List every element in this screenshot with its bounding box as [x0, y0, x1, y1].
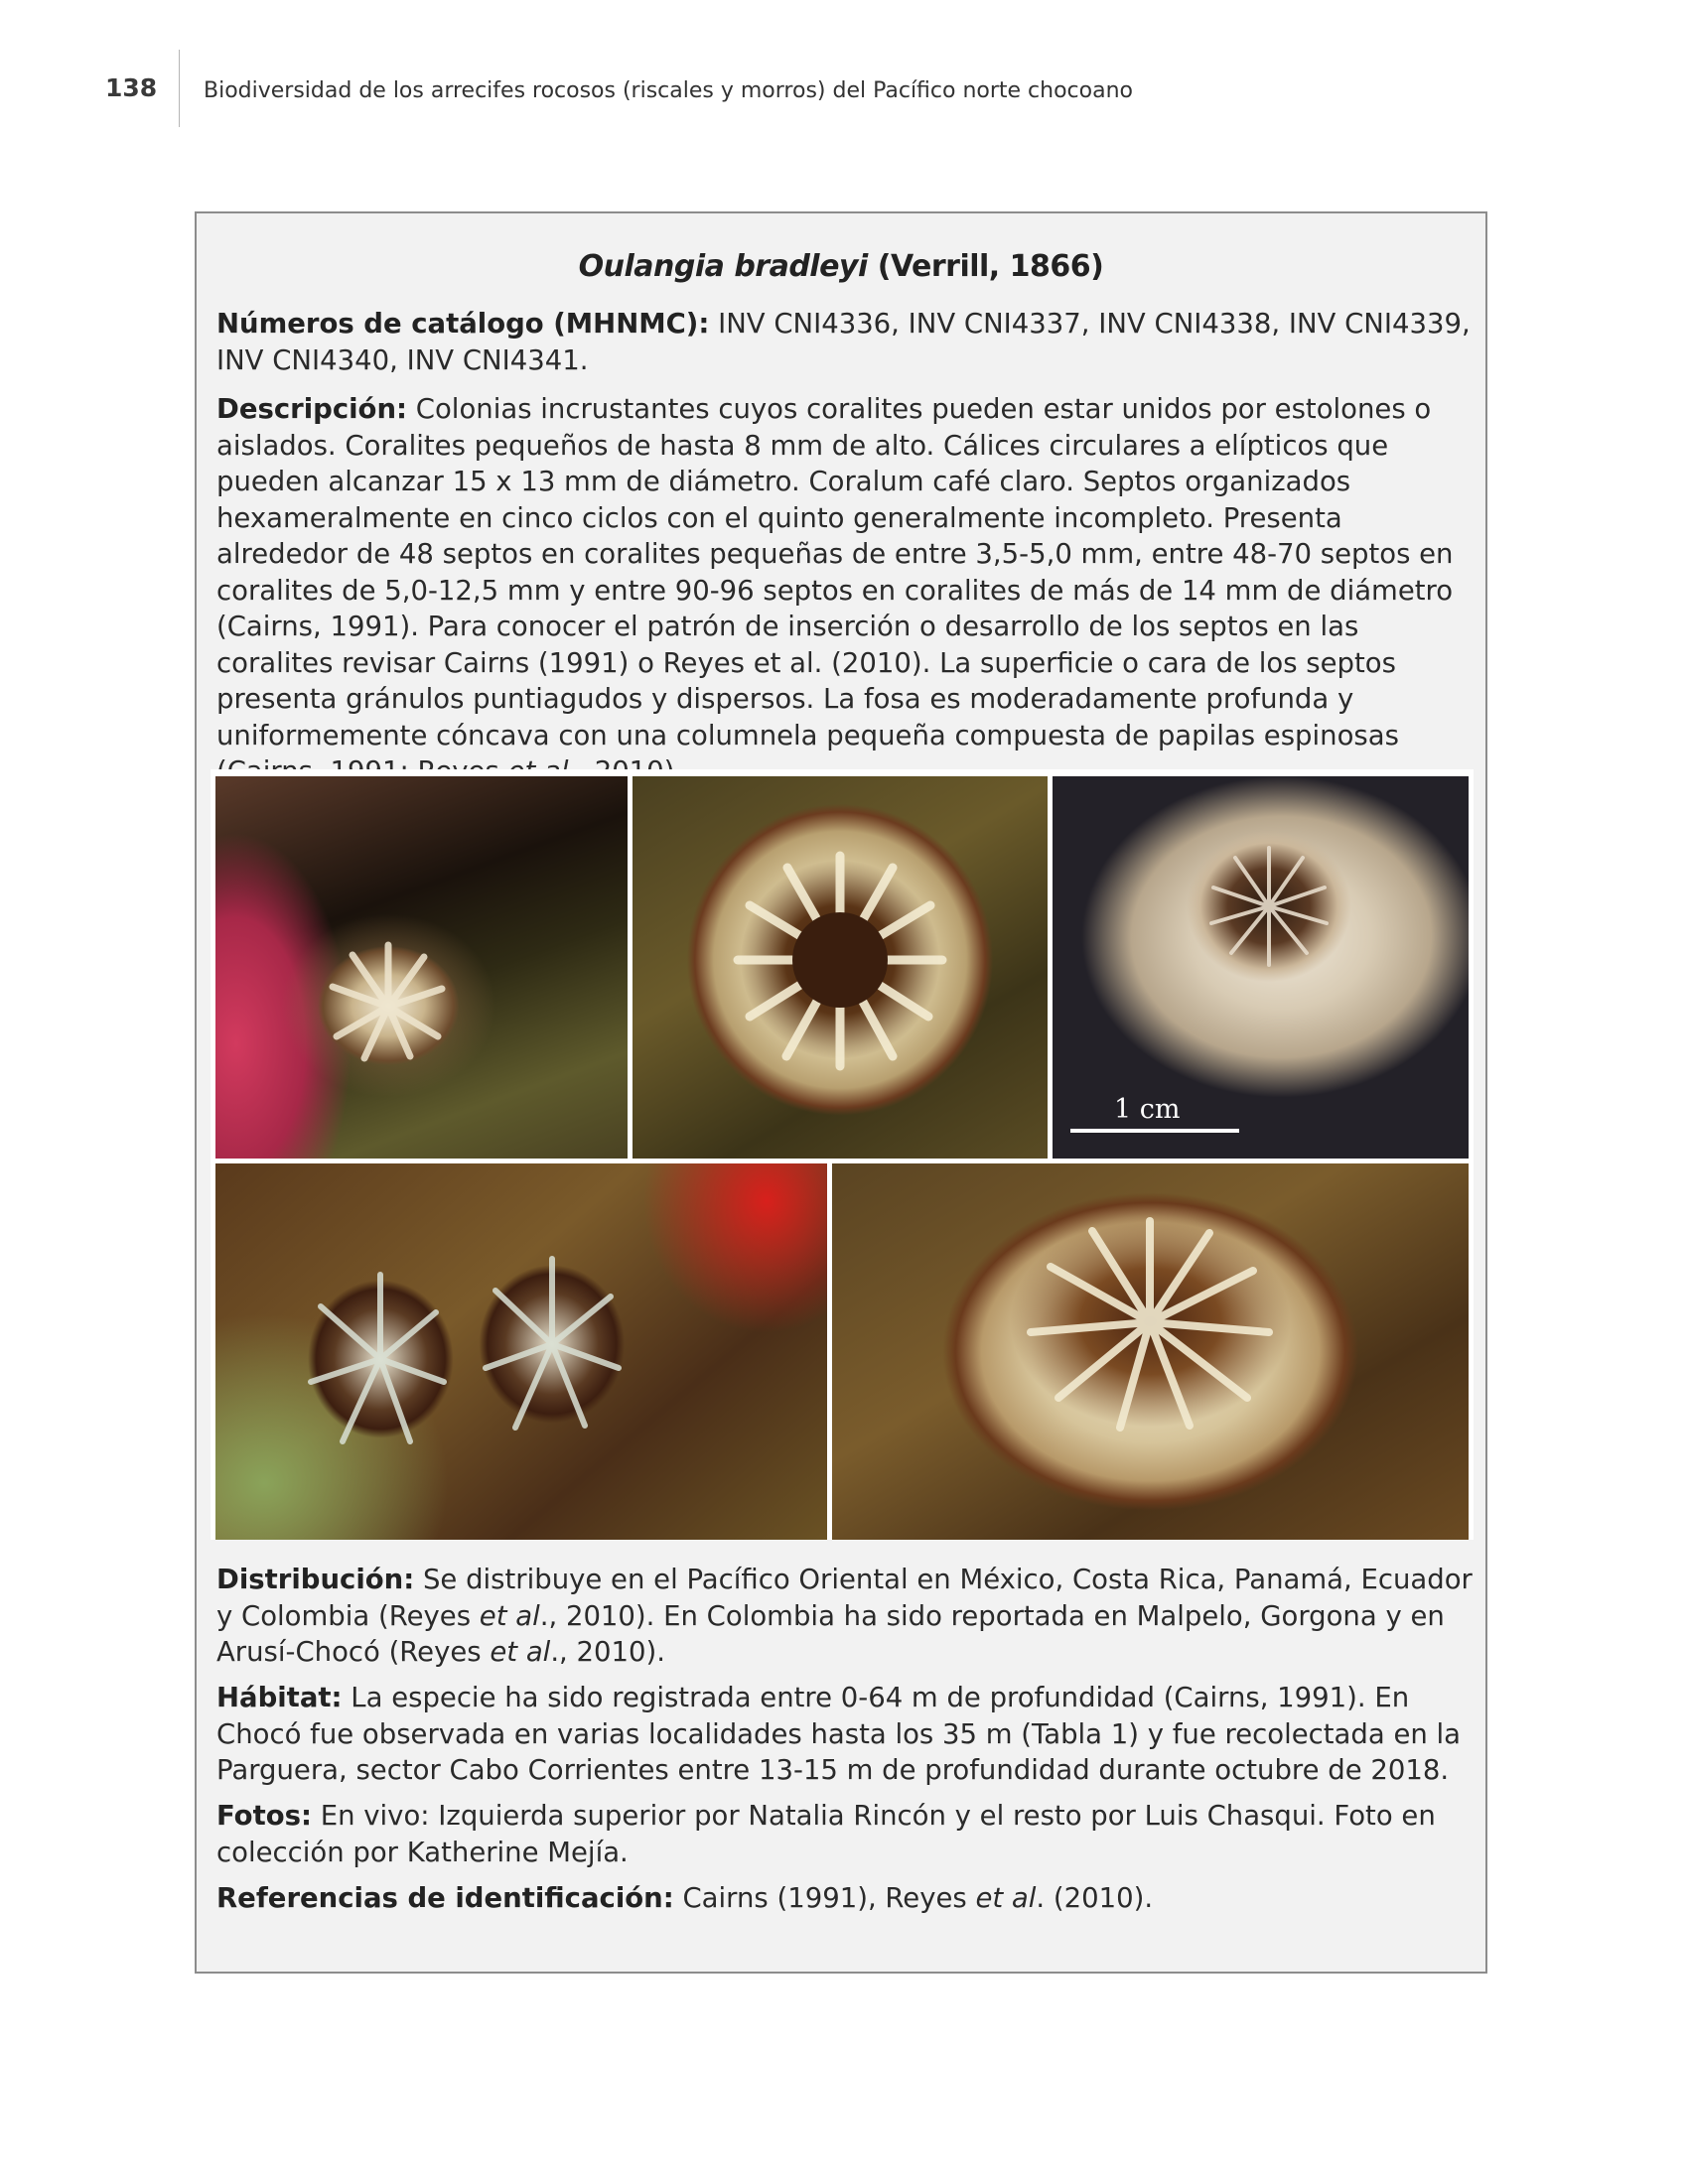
- coral-photo-collection: [1053, 776, 1469, 1159]
- septa-pattern-icon: [633, 776, 1048, 1159]
- catalog-label: Números de catálogo (MHNMC):: [216, 308, 710, 340]
- septa-pattern-icon: [832, 1163, 1469, 1540]
- header-divider: [179, 50, 180, 127]
- description: [216, 391, 1473, 790]
- identification-references: [216, 1880, 1473, 1917]
- references-text-2: . (2010).: [1036, 1882, 1154, 1914]
- photo-panel: [211, 769, 1474, 1540]
- distribution-etal-1: et al: [479, 1599, 540, 1632]
- distribution: [216, 1562, 1473, 1671]
- scale-bar: [1070, 1129, 1239, 1133]
- references-label: Referencias de identificación:: [216, 1882, 674, 1914]
- running-title: Biodiversidad de los arrecifes rocosos (riscales y morros) del Pacífico norte chocoano: [204, 78, 1133, 103]
- scale-bar-label: 1 cm: [1114, 1094, 1181, 1125]
- photos-text: En vivo: Izquierda superior por Natalia Rincón y el resto por Luis Chasqui. Foto en colección por Katherine Mejía.: [216, 1800, 1436, 1868]
- distribution-text-2: ., 2010). En Colombia ha sido reportada en Malpelo, Gorgona y en Arusí-Chocó (Reyes: [216, 1599, 1445, 1668]
- distribution-text-1: Se distribuye en el Pacífico Oriental en México, Costa Rica, Panamá, Ecuador y Colombia (Reyes: [216, 1564, 1473, 1632]
- photos-label: Fotos:: [216, 1800, 312, 1832]
- coral-photo-live-top-left: [215, 776, 628, 1159]
- page-number: 138: [105, 73, 158, 102]
- habitat-label: Hábitat:: [216, 1682, 343, 1713]
- species-authority: (Verrill, 1866): [877, 249, 1104, 284]
- septa-pattern-icon: [215, 1163, 827, 1540]
- references-etal: et al: [975, 1882, 1037, 1914]
- catalog-text: INV CNI4336, INV CNI4337, INV CNI4338, INV CNI4339, INV CNI4340, INV CNI4341.: [216, 308, 1471, 376]
- catalog-numbers: [216, 306, 1473, 378]
- photo-credits: [216, 1798, 1473, 1870]
- coral-photo-live-bottom-left: [215, 1163, 827, 1540]
- description-label: Descripción:: [216, 393, 408, 425]
- habitat: [216, 1680, 1473, 1789]
- coral-photo-live-top-center: [633, 776, 1048, 1159]
- septa-pattern-icon: [215, 776, 628, 1159]
- habitat-text: La especie ha sido registrada entre 0-64 m de profundidad (Cairns, 1991). En Chocó fue observada en varias localidades hasta los 35 m (Tabla 1) y fue recolectada en la Parguera, sector Cabo Corrientes entre 13-15 m de profundidad durante octubre de 2018.: [216, 1682, 1462, 1786]
- coral-photo-live-bottom-right: [832, 1163, 1469, 1540]
- species-binomial: Oulangia bradleyi: [578, 249, 868, 284]
- distribution-text-3: ., 2010).: [550, 1636, 665, 1668]
- distribution-etal-2: et al: [490, 1636, 551, 1668]
- description-text: Colonias incrustantes cuyos coralites pueden estar unidos por estolones o aislados. Coralites pequeños de hasta 8 mm de alto. Cálices circulares a elípticos que pueden alcanzar 15 x 13 mm de diámetro. Coralum café claro. Septos organizados hexameralmente en cinco ciclos con el quinto generalmente incompleto. Presenta alrededor de 48 septos en coralites pequeñas de entre 3,5-5,0 mm, entre 48-70 septos en coralites de 5,0-12,5 mm y entre 90-96 septos en coralites de más de 14 mm de diámetro (Cairns, 1991). Para conocer el patrón de inserción o desarrollo de los septos en las coralites revisar Cairns (1991) o Reyes et al. (2010). La superficie o cara de los septos presenta gránulos puntiagudos y dispersos. La fosa es moderadamente profunda y uniformemente cóncava con una columnela pequeña compuesta de papilas espinosas: [216, 393, 1454, 751]
- distribution-label: Distribución:: [216, 1564, 415, 1595]
- references-text-1: Cairns (1991), Reyes: [682, 1882, 976, 1914]
- species-title: [197, 249, 1485, 284]
- species-card: [195, 211, 1487, 1974]
